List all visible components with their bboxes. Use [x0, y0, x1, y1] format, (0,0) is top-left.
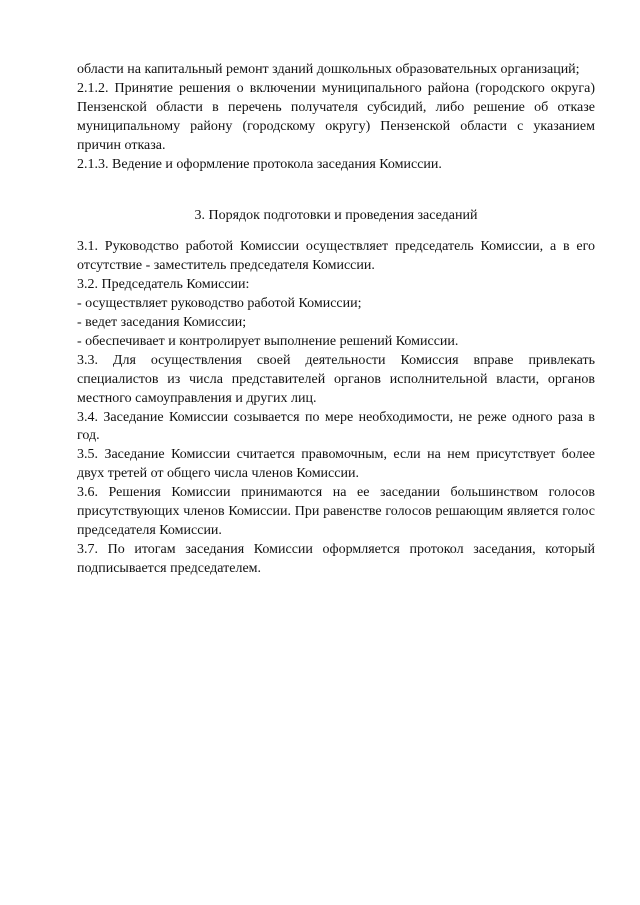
paragraph-2-1-3: 2.1.3. Ведение и оформление протокола заседания Комиссии.: [77, 156, 442, 172]
paragraph-3-7: 3.7. По итогам заседания Комиссии оформляется протокол заседания, который подписывается председателем.: [77, 541, 595, 576]
section-heading: 3. Порядок подготовки и проведения заседаний: [194, 208, 478, 224]
paragraph-3-5: 3.5. Заседание Комиссии считается правомочным, если на нем присутствует более двух третей от общего числа членов Комиссии.: [77, 447, 595, 482]
paragraph-3-3: 3.3. Для осуществления своей деятельности Комиссия вправе привлекать специалистов из числа представителей органов исполнительной власти, органов местного самоуправления и других лиц.: [77, 352, 595, 406]
paragraph-3-4: 3.4. Заседание Комиссии созывается по мере необходимости, не реже одного раза в год.: [77, 409, 595, 444]
paragraph-3-1: 3.1. Руководство работой Комиссии осуществляет председатель Комиссии, а в его отсутствие - заместитель председателя Комиссии.: [77, 239, 595, 274]
paragraph-3-2: 3.2. Председатель Комиссии:: [77, 277, 250, 293]
paragraph-funding-continuation: области на капитальный ремонт зданий дошкольных образовательных организаций;: [77, 62, 580, 77]
paragraph-2-1-2: 2.1.2. Принятие решения о включении муниципального района (городского округа) Пензенской области в перечень получателя субсидий, либо решение об отказе муниципальному району (городскому округу) Пензенской области с указанием причин отказа.: [77, 80, 595, 153]
document-body: [77, 61, 595, 579]
list-item-chair-duty-3: - обеспечивает и контролирует выполнение решений Комиссии.: [77, 333, 459, 349]
list-item-chair-duty-2: - ведет заседания Комиссии;: [77, 314, 247, 330]
paragraph-3-6: 3.6. Решения Комиссии принимаются на ее заседании большинством голосов присутствующих членов Комиссии. При равенстве голосов решающим является голос председателя Комиссии.: [77, 485, 595, 538]
list-item-chair-duty-1: - осуществляет руководство работой Комиссии;: [77, 296, 362, 312]
